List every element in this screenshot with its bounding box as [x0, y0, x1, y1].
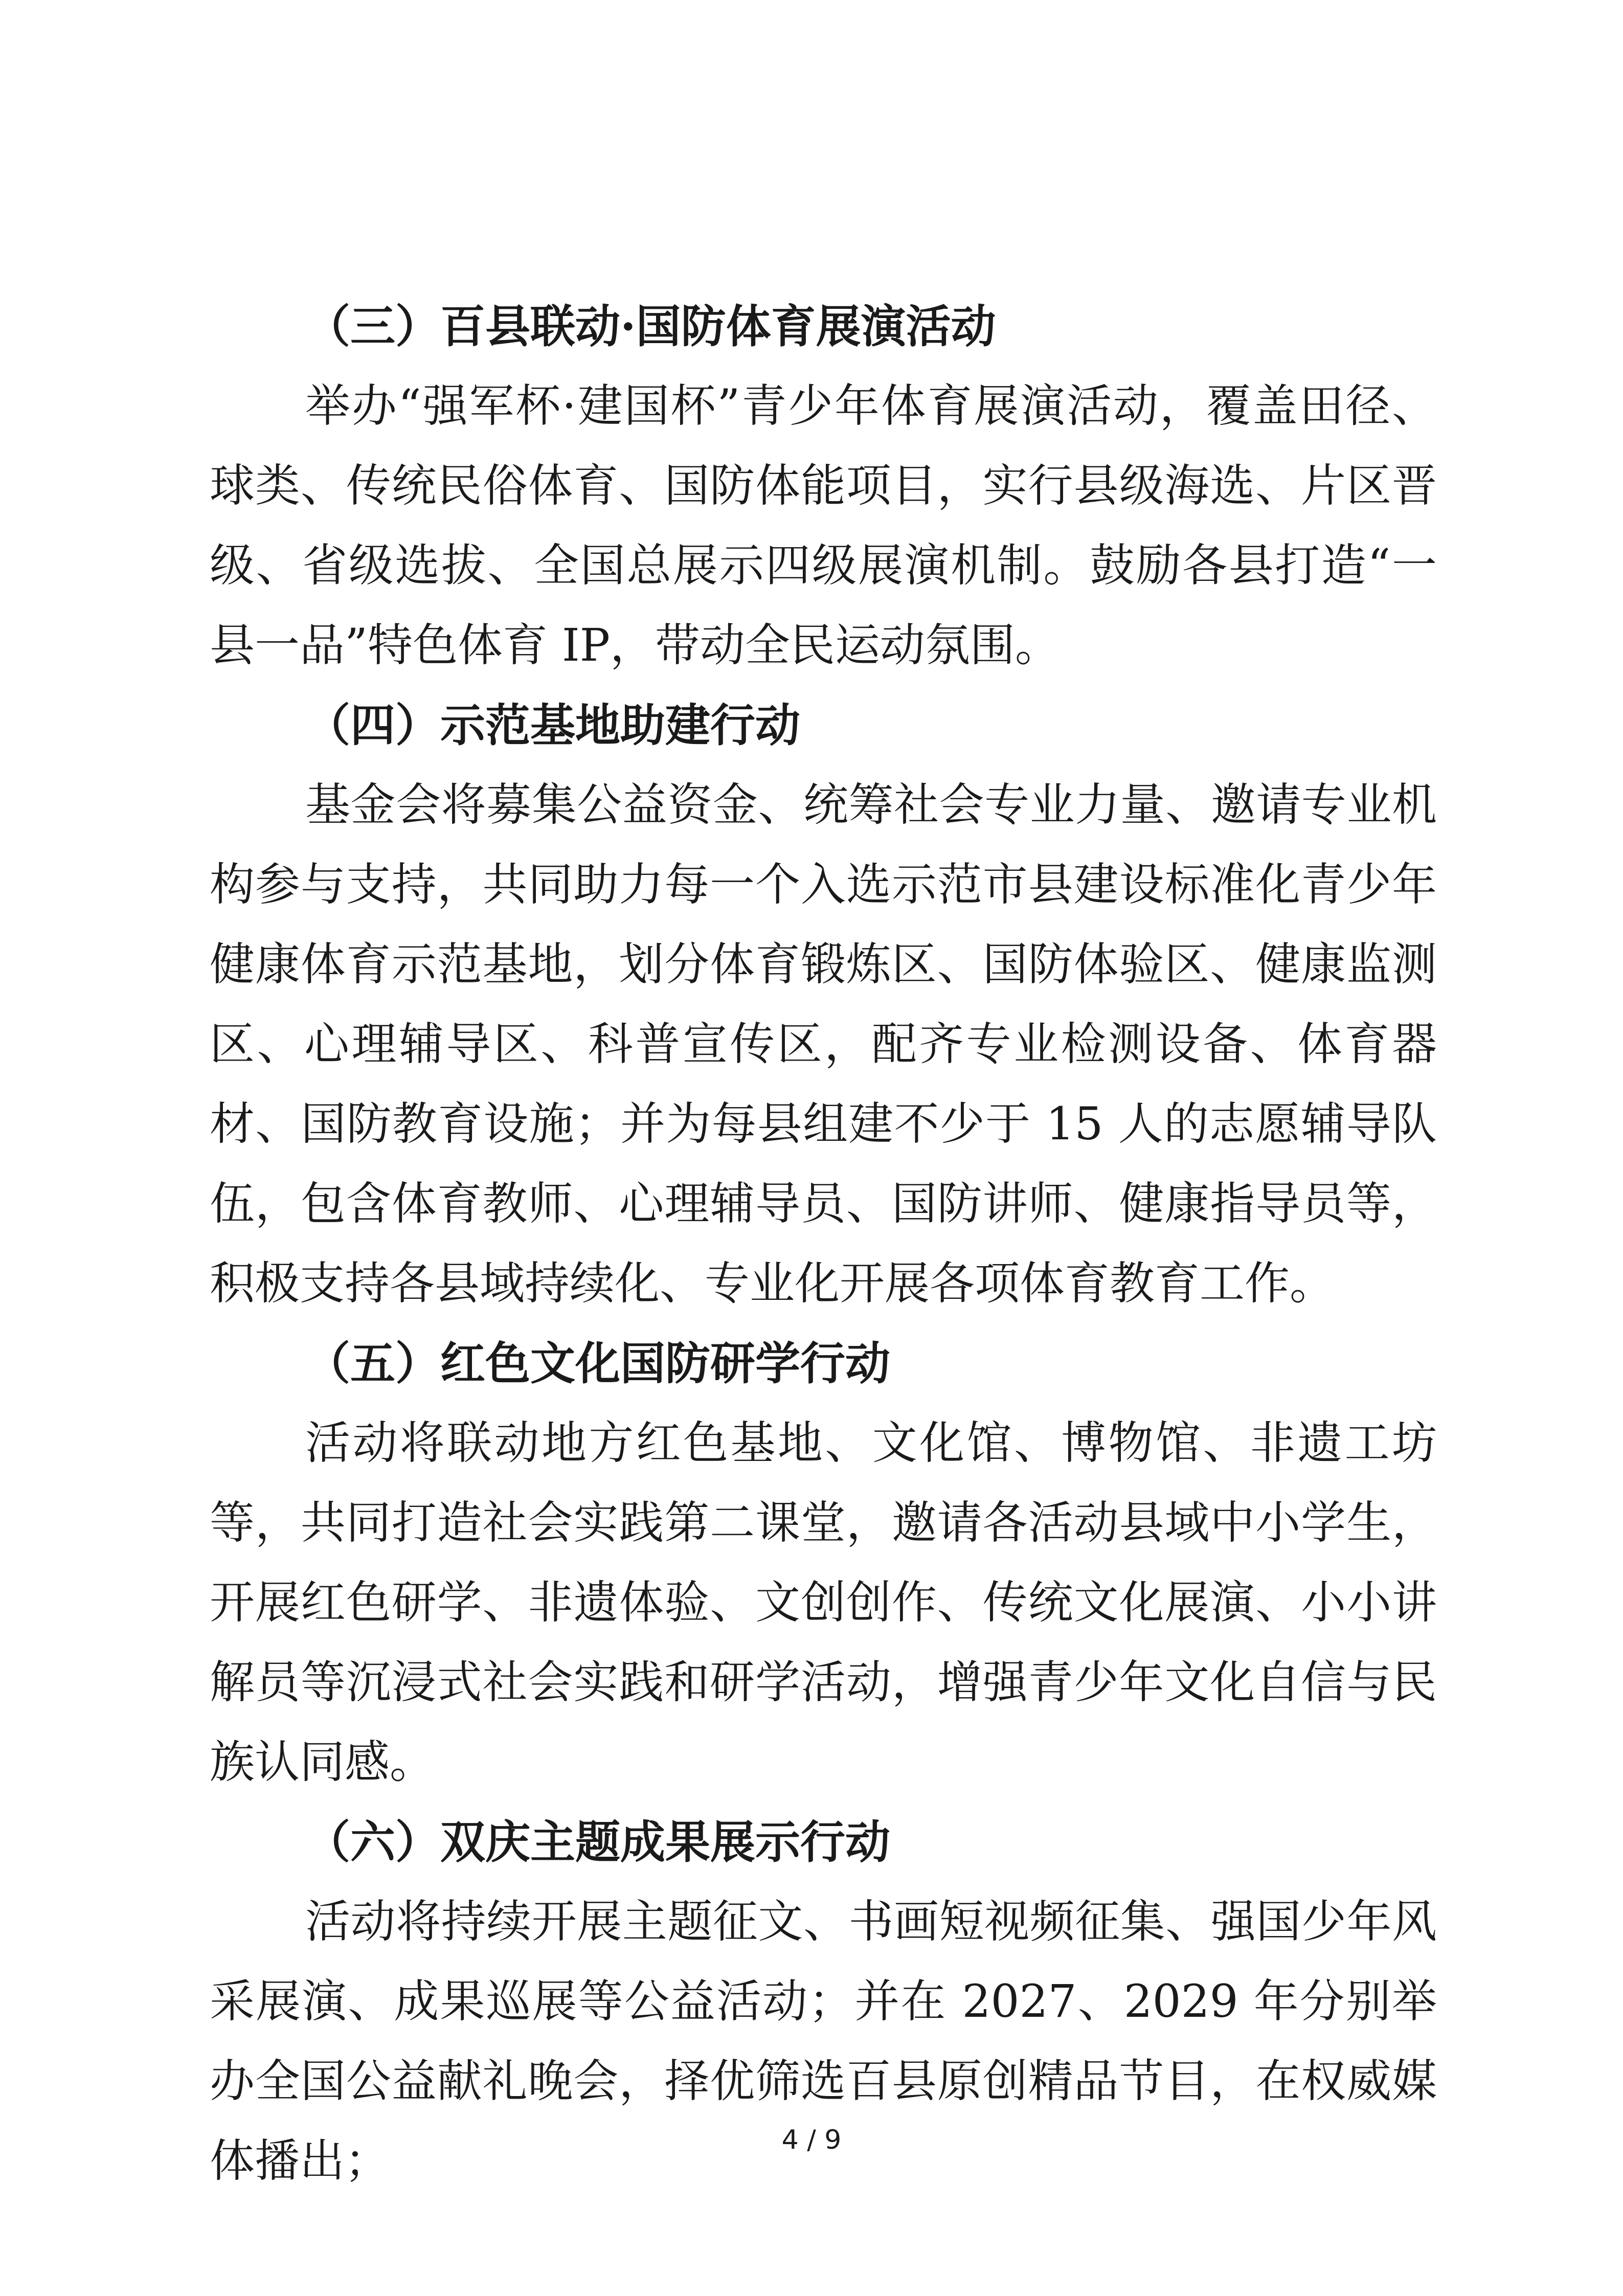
section-paragraph: 活动将持续开展主题征文、书画短视频征集、强国少年风采展演、成果巡展等公益活动；并在 2027、2029 年分别举办全国公益献礼晚会，择优筛选百县原创精品节目，在权威媒体播出；: [210, 1895, 1437, 2187]
section-heading: （三）百县联动·国防体育展演活动: [305, 300, 996, 353]
section-heading: （五）红色文化国防研学行动: [305, 1337, 891, 1390]
section-paragraph: 基金会将募集公益资金、统筹社会专业力量、邀请专业机构参与支持，共同助力每一个入选示范市县建设标准化青少年健康体育示范基地，划分体育锻炼区、国防体验区、健康监测区、心理辅导区、科普宣传区，配齐专业检测设备、体育器材、国防教育设施；并为每县组建不少于 15 人的志愿辅导队伍，包含体育教师、心理辅导员、国防讲师、健康指导员等，积极支持各县域持续化、专业化开展各项体育教育工作。: [210, 778, 1437, 1310]
section-paragraph: 举办“强军杯·建国杯”青少年体育展演活动，覆盖田径、球类、传统民俗体育、国防体能项目，实行县级海选、片区晋级、省级选拔、全国总展示四级展演机制。鼓励各县打造“一县一品”特色体育 IP，带动全民运动氛围。: [210, 379, 1437, 671]
section-paragraph: 活动将联动地方红色基地、文化馆、博物馆、非遗工坊等，共同打造社会实践第二课堂，邀请各活动县域中小学生，开展红色研学、非遗体验、文创创作、传统文化展演、小小讲解员等沉浸式社会实践和研学活动，增强青少年文化自信与民族认同感。: [210, 1416, 1437, 1788]
document-body: [210, 286, 1437, 2201]
page-number: 4 / 9: [781, 2125, 842, 2155]
section-heading: （六）双庆主题成果展示行动: [305, 1815, 891, 1869]
section-heading: （四）示范基地助建行动: [305, 699, 801, 752]
